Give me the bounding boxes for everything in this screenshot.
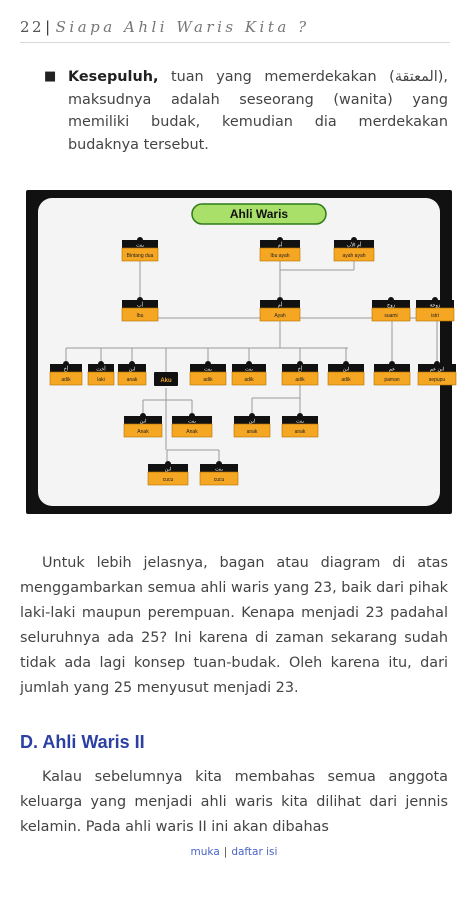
heir-diagram-figure xyxy=(26,190,452,514)
node-arabic: زوجة xyxy=(429,302,441,309)
link-muka[interactable]: muka xyxy=(190,846,220,858)
bullet-item xyxy=(44,66,448,156)
node-label: adik xyxy=(61,377,71,383)
node-arabic: أب xyxy=(136,302,144,309)
node-label: Anak xyxy=(186,429,198,435)
heir-diagram-canvas xyxy=(38,198,446,506)
footer-nav xyxy=(0,846,468,858)
node-label: laki xyxy=(97,377,105,383)
node-label: adik xyxy=(341,377,351,383)
node-arabic: ابن xyxy=(139,418,147,425)
bullet-body: tuan yang memerdekakan (المعتقة), maksudnya adalah seseorang (wanita) yang memiliki budak, kemudian dia merdekakan budaknya tersebut. xyxy=(68,69,448,153)
node-label: ayah ayah xyxy=(342,253,366,259)
heir-diagram xyxy=(38,198,446,506)
node-label: cucu xyxy=(162,477,174,483)
node-arabic: أم xyxy=(277,242,283,249)
node-label: adik xyxy=(295,377,305,383)
node-label: Ibu xyxy=(136,313,144,319)
bullet-lead: Kesepuluh, xyxy=(68,69,159,85)
node-arabic: ابن xyxy=(342,366,350,373)
node-label: suami xyxy=(384,313,398,319)
bullet-dot: ■ xyxy=(44,69,57,84)
node-label: sepupu xyxy=(428,377,446,383)
page-header xyxy=(20,18,450,43)
node-arabic: أخ xyxy=(63,366,69,373)
header-separator: | xyxy=(45,18,53,36)
node-arabic: ابن xyxy=(248,418,256,425)
node-label: Anak xyxy=(137,429,149,435)
node-arabic: أخت xyxy=(96,366,106,373)
node-label: istri xyxy=(431,313,439,319)
node-arabic: بنت xyxy=(215,466,223,473)
node-arabic: زوج xyxy=(386,302,396,309)
page-number: 22 xyxy=(20,18,45,36)
node-label: anak xyxy=(126,377,138,383)
node-arabic: أم xyxy=(277,302,283,309)
node-label-self: Aku xyxy=(160,378,172,384)
node-arabic: ابن xyxy=(128,366,136,373)
node-arabic: بنت xyxy=(136,242,144,249)
node-arabic: بنت xyxy=(188,418,196,425)
node-label: anak xyxy=(246,429,258,435)
node-label: cucu xyxy=(213,477,225,483)
paragraph-intro-heirs-2: Kalau sebelumnya kita membahas semua anggota keluarga yang menjadi ahli waris kita dilihat dari jennis kelamin. Pada ahli waris II ini akan dibahas xyxy=(20,769,448,835)
node-arabic: بنت xyxy=(296,418,304,425)
section-heading: D. Ahli Waris II xyxy=(20,732,145,752)
footer-separator: | xyxy=(223,846,228,858)
node-arabic: عم xyxy=(388,366,396,373)
node-label: Ibu ayah xyxy=(270,253,290,259)
paragraph-explanation: Untuk lebih jelasnya, bagan atau diagram di atas menggambarkan semua ahli waris yang 23, baik dari pihak laki-laki maupun perempuan. Kenapa menjadi 23 padahal seluruhnya ada 25? Ini karena di zaman sekarang sudah tidak ada lagi konsep tuan-budak. Oleh karena itu, dari jumlah yang 25 menyusut menjadi 23. xyxy=(20,555,448,696)
node-label: adik xyxy=(244,377,254,383)
node-arabic: بنت xyxy=(204,366,212,373)
node-arabic: أخ xyxy=(297,366,303,373)
node-label: adik xyxy=(203,377,213,383)
diagram-title: Ahli Waris xyxy=(229,207,289,221)
node-arabic: ابن عم xyxy=(429,366,445,373)
node-label: anak xyxy=(294,429,306,435)
node-arabic: أم الأب xyxy=(346,242,362,249)
node-label: paman xyxy=(384,377,400,383)
node-label: Ayah xyxy=(274,313,286,319)
book-title: Siapa Ahli Waris Kita ? xyxy=(55,18,310,36)
node-arabic: ابن xyxy=(164,466,172,473)
bullet-text xyxy=(68,66,448,156)
link-daftar-isi[interactable]: daftar isi xyxy=(231,846,278,858)
node-arabic: بنت xyxy=(245,366,253,373)
node-label: Bintang dua xyxy=(126,253,154,259)
